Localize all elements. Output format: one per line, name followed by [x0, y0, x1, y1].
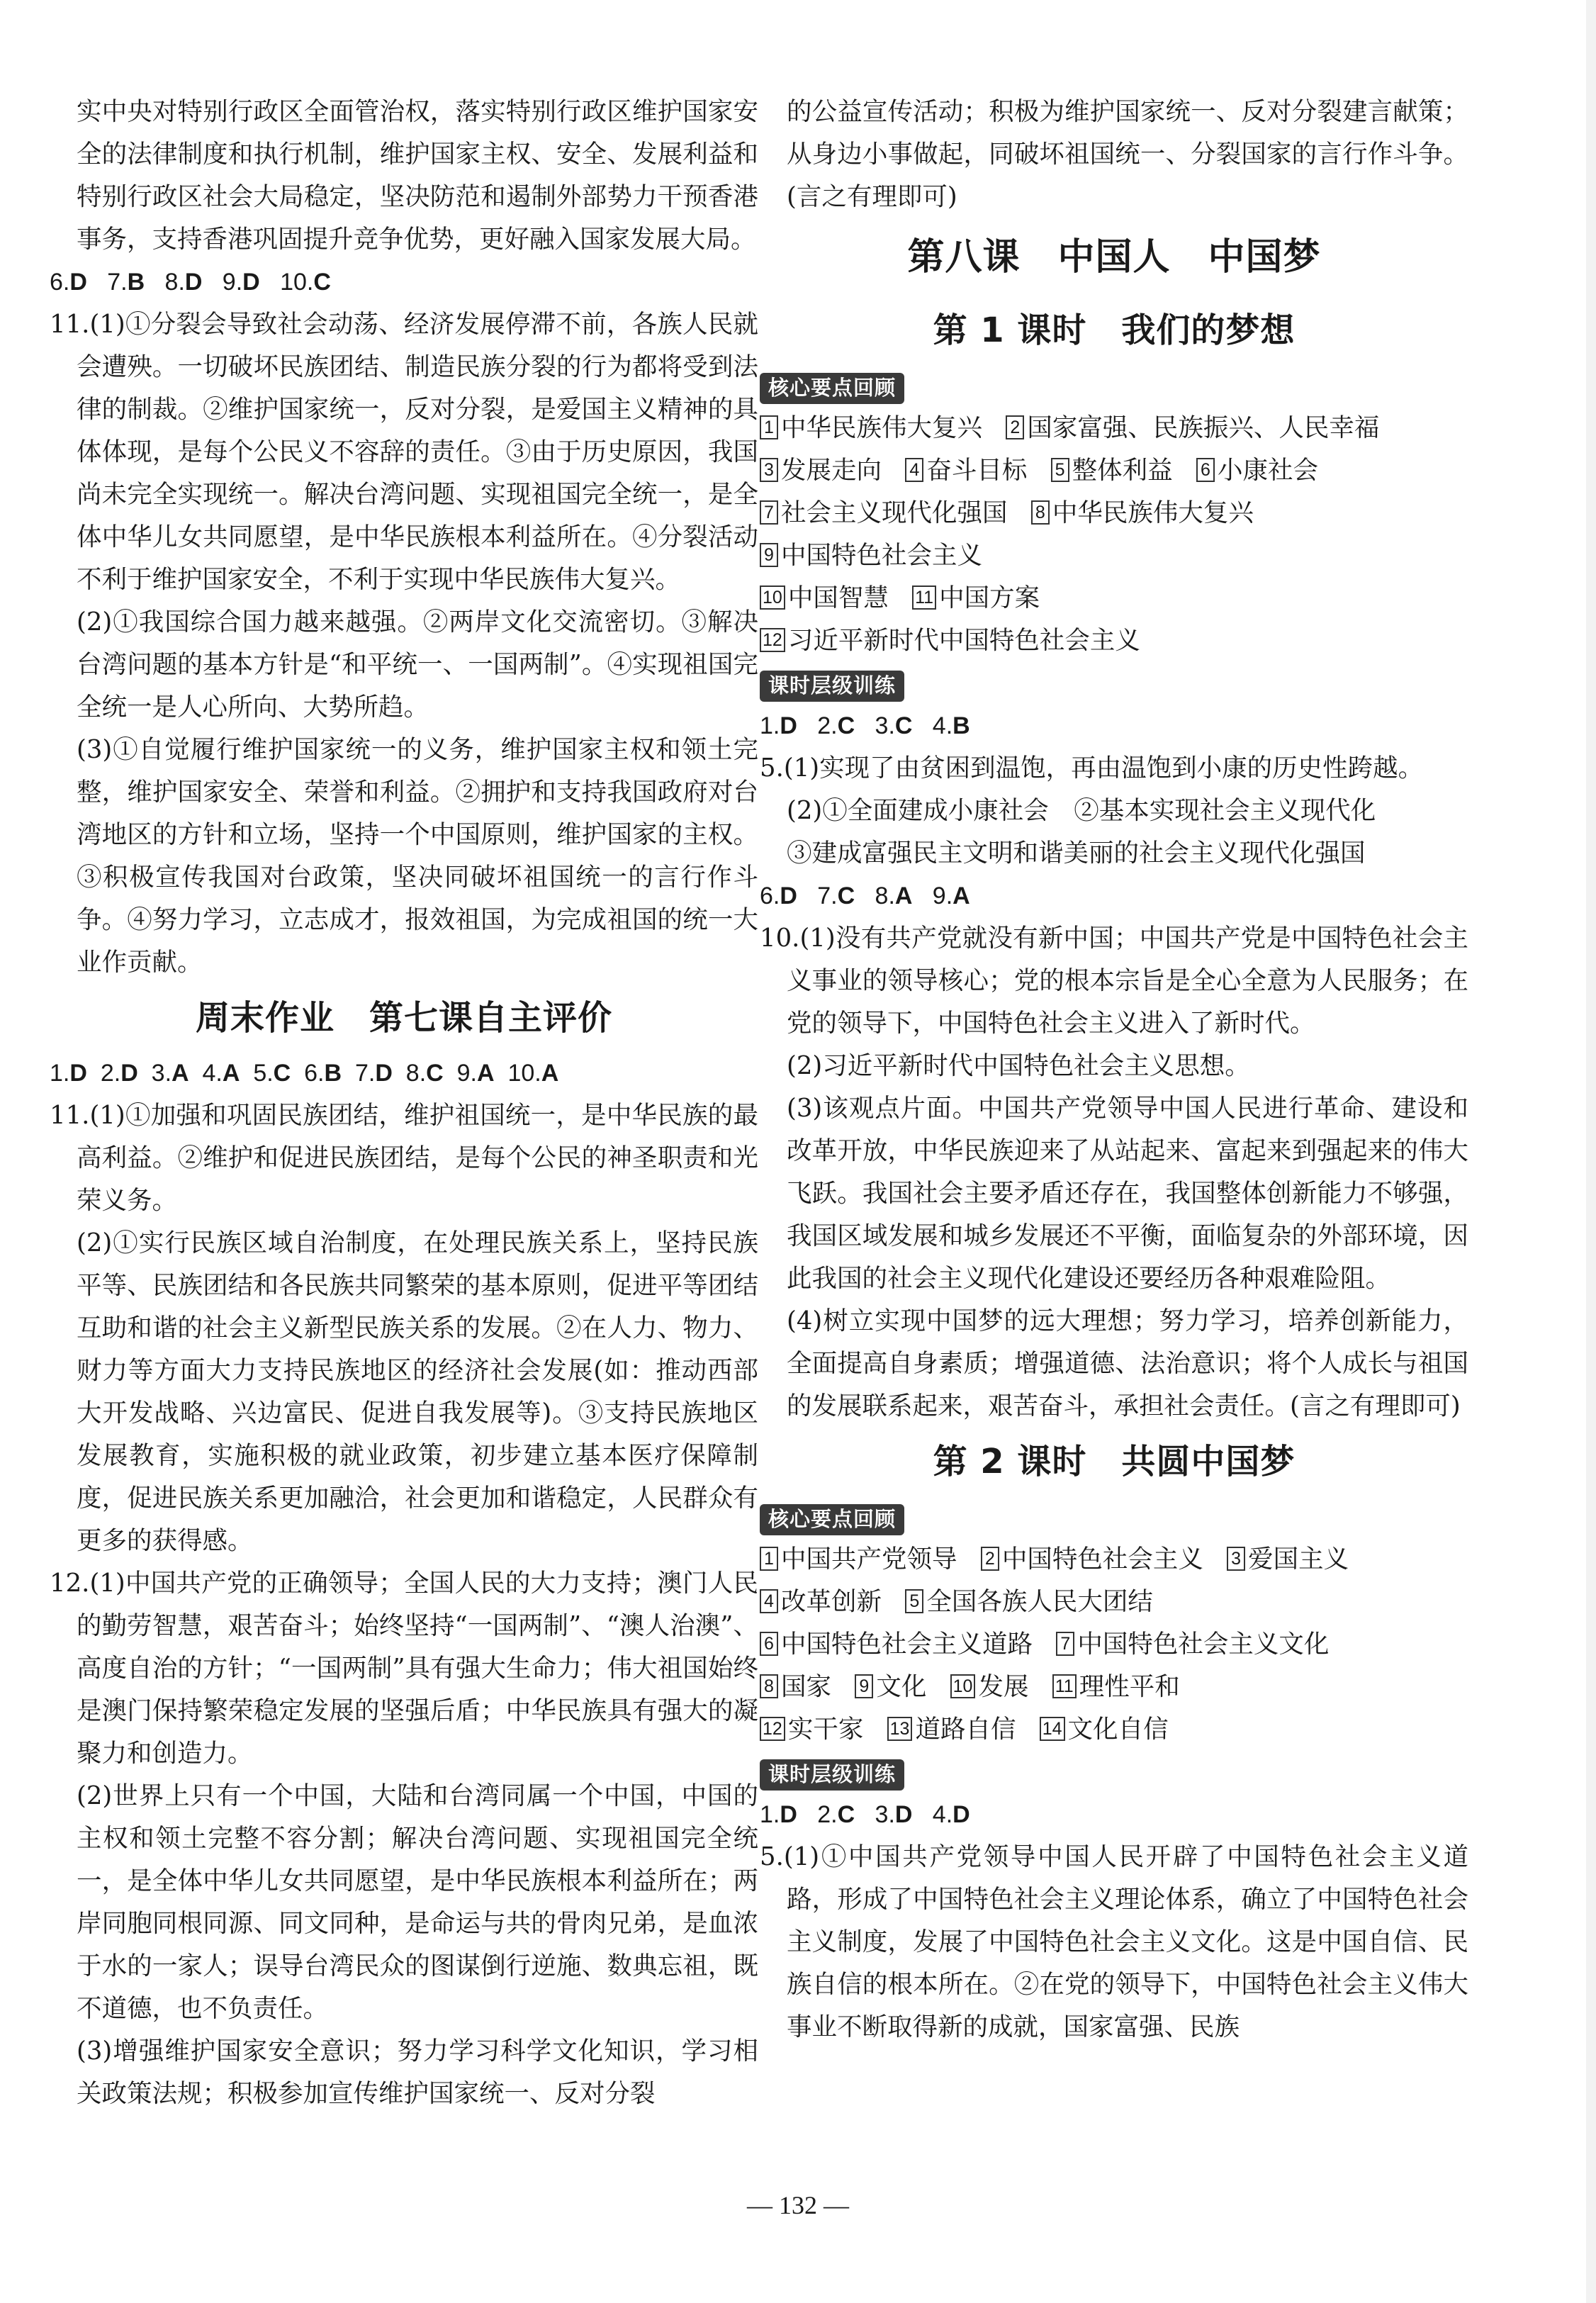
- section-1-question-5-part-1: 5.(1)实现了由贫困到温饱，再由温饱到小康的历史性跨越。: [760, 753, 1424, 783]
- key-point: 2 国家富强、民族振兴、人民幸福: [1006, 413, 1379, 442]
- key-point: 2 中国特色社会主义: [981, 1545, 1203, 1574]
- key-point: 6 小康社会: [1196, 456, 1318, 485]
- training-label: 课时层级训练: [760, 671, 1468, 702]
- answer-letter: D: [69, 1060, 87, 1087]
- key-point: 11 理性平和: [1052, 1672, 1180, 1701]
- weekend-homework-title: 周末作业 第七课自主评价: [195, 998, 612, 1038]
- key-point: 12 习近平新时代中国特色社会主义: [760, 626, 1140, 655]
- answer-letter: B: [952, 712, 970, 739]
- question-11-part-1: 11.(1)①分裂会导致社会动荡、经济发展停滞不前，各族人民就会遭殃。一切破坏民族团结、制造民族分裂的行为都将受到法律的制裁。②维护国家统一，反对分裂，是爱国主义精神的具体体现，是每个公民义不容辞的责任。③由于历史原因，我国尚未完全实现统一。解决台湾问题、实现祖国完全统一，是全体中华儿女共同愿望，是中华民族根本利益所在。④分裂活动不利于维护国家安全，不利于实现中华民族伟大复兴。: [50, 310, 758, 594]
- section-1-title: 第 1 课时 我们的梦想: [933, 310, 1296, 350]
- key-point: 6 中国特色社会主义道路: [760, 1630, 1033, 1659]
- section-1-question-10-part-2: (2)习近平新时代中国特色社会主义思想。: [787, 1051, 1250, 1080]
- answer-number: 8.: [405, 1060, 427, 1087]
- answer-letter: D: [184, 269, 203, 296]
- answer-letter: D: [952, 1801, 970, 1828]
- section-1-core-points: [760, 407, 1468, 662]
- answer-number: 7.: [354, 1060, 376, 1087]
- key-point: 9 文化: [855, 1672, 926, 1701]
- key-point: 10 发展: [950, 1672, 1029, 1701]
- answer-letter: A: [894, 882, 913, 909]
- answer-letter: D: [894, 1801, 913, 1828]
- section-2-question-5-part-1: 5.(1)①中国共产党领导中国人民开辟了中国特色社会主义道路，形成了中国特色社会主义理论体系，确立了中国特色社会主义制度，发展了中国特色社会主义文化。这是中国自信、民族自信的根本所在。②在党的领导下，中国特色社会主义伟大事业不断取得新的成就，国家富强、民族: [760, 1842, 1468, 2041]
- answers-1-10: [50, 1052, 758, 1094]
- left-continued-paragraph: 实中央对特别行政区全面管治权，落实特别行政区维护国家安全的法律制度和执行机制，维护国家主权、安全、发展利益和特别行政区社会大局稳定，坚决防范和遏制外部势力干预香港事务，支持香港巩固提升竞争优势，更好融入国家发展大局。: [77, 97, 758, 254]
- weekend-question-12-part-2: (2)世界上只有一个中国，大陆和台湾同属一个中国，中国的主权和领土完整不容分割；解决台湾问题、实现祖国完全统一，是全体中华儿女共同愿望，是中华民族根本利益所在；两岸同胞同根同源、同文同种，是命运与共的骨肉兄弟，是血浓于水的一家人；误导台湾民众的图谋倒行逆施、数典忘祖，既不道德，也不负责任。: [77, 1781, 758, 2023]
- answer-number: 7.: [107, 269, 128, 296]
- answer-letter: A: [172, 1060, 189, 1087]
- answer-letter: D: [780, 1801, 797, 1828]
- answer-letter: D: [69, 269, 87, 296]
- weekend-question-11-part-1: 11.(1)①加强和巩固民族团结，维护祖国统一，是中华民族的最高利益。②维护和促进民族团结，是每个公民的神圣职责和光荣义务。: [50, 1101, 758, 1215]
- key-point: 14 文化自信: [1040, 1715, 1169, 1744]
- right-column: [760, 91, 1468, 2049]
- answer-letter: A: [952, 882, 970, 909]
- page-edge-shadow: [1586, 0, 1596, 2303]
- key-point: 5 全国各族人民大团结: [905, 1587, 1153, 1616]
- section-1-question-5-part-2: (2)①全面建成小康社会 ②基本实现社会主义现代化: [787, 796, 1376, 825]
- answer-number: 6.: [760, 882, 780, 909]
- answer-letter: C: [313, 269, 331, 296]
- weekend-question-11-part-2: (2)①实行民族区域自治制度，在处理民族关系上，坚持民族平等、民族团结和各民族共同繁荣的基本原则，促进平等团结互助和谐的社会主义新型民族关系的发展。②在人力、物力、财力等方面大力支持民族地区的经济社会发展(如：推动西部大开发战略、兴边富民、促进自我发展等)。③支持民族地区发展教育，实施积极的就业政策，初步建立基本医疗保障制度，促进民族关系更加融洽，社会更加和谐稳定，人民群众有更多的获得感。: [77, 1228, 758, 1555]
- answer-letter: B: [324, 1060, 342, 1087]
- answer-letter: D: [780, 712, 797, 739]
- key-point: 13 道路自信: [887, 1715, 1016, 1744]
- answer-number: 4.: [202, 1060, 223, 1087]
- answer-number: 8.: [875, 882, 895, 909]
- answer-number: 6.: [50, 269, 70, 296]
- key-point: 7 社会主义现代化强国: [760, 498, 1008, 527]
- weekend-question-12-part-1: 12.(1)中国共产党的正确领导；全国人民的大力支持；澳门人民的勤劳智慧，艰苦奋斗；始终坚持“一国两制”、“澳人治澳”、高度自治的方针；“一国两制”具有强大生命力；伟大祖国始终是澳门保持繁荣稳定发展的坚强后盾；中华民族具有强大的凝聚力和创造力。: [50, 1569, 758, 1768]
- training-label: 课时层级训练: [760, 1759, 1468, 1791]
- answer-number: 5.: [253, 1060, 274, 1087]
- section-1-question-10-part-4: (4)树立实现中国梦的远大理想；努力学习，培养创新能力，全面提高自身素质；增强道德、法治意识；将个人成长与祖国的发展联系起来，艰苦奋斗，承担社会责任。(言之有理即可): [787, 1306, 1468, 1421]
- answer-number: 10.: [280, 269, 314, 296]
- weekend-question-12-part-3: (3)增强维护国家安全意识；努力学习科学文化知识，学习相关政策法规；积极参加宣传维护国家统一、反对分裂: [77, 2036, 758, 2108]
- answer-number: 1.: [760, 712, 780, 739]
- section-2-core-points: [760, 1538, 1468, 1751]
- core-points-label: 核心要点回顾: [760, 1504, 1468, 1535]
- key-point: 8 国家: [760, 1672, 831, 1701]
- right-continued-paragraph: 的公益宣传活动；积极为维护国家统一、反对分裂建言献策；从身边小事做起，同破坏祖国统一、分裂国家的言行作斗争。(言之有理即可): [787, 97, 1468, 211]
- key-point: 10 中国智慧: [760, 583, 889, 612]
- answer-letter: D: [242, 269, 260, 296]
- lesson-title: 第八课 中国人 中国梦: [907, 236, 1321, 279]
- key-point: 1 中国共产党领导: [760, 1545, 957, 1574]
- section-1-question-10-part-3: (3)该观点片面。中国共产党领导中国人民进行革命、建设和改革开放，中华民族迎来了从站起来、富起来到强起来的伟大飞跃。我国社会主要矛盾还存在，我国整体创新能力不够强，我国区域发展和城乡发展还不平衡，面临复杂的外部环境，因此我国的社会主义现代化建设还要经历各种艰难险阻。: [787, 1094, 1468, 1293]
- page-number: — 132 —: [747, 2191, 849, 2219]
- answer-number: 10.: [507, 1060, 541, 1087]
- section-1-question-5-part-3: ③建成富强民主文明和谐美丽的社会主义现代化强国: [787, 839, 1366, 868]
- answer-letter: D: [120, 1060, 138, 1087]
- answers-6-10: [50, 261, 758, 303]
- answer-letter: C: [273, 1060, 291, 1087]
- key-point: 3 发展走向: [760, 456, 882, 485]
- key-point: 4 改革创新: [760, 1587, 882, 1616]
- key-point: 8 中华民族伟大复兴: [1031, 498, 1254, 527]
- key-point: 1 中华民族伟大复兴: [760, 413, 982, 442]
- answer-number: 4.: [932, 712, 953, 739]
- key-point: 3 爱国主义: [1227, 1545, 1349, 1574]
- key-point: 5 整体利益: [1051, 456, 1173, 485]
- answer-number: 3.: [875, 1801, 895, 1828]
- answer-number: 3.: [875, 712, 895, 739]
- left-column: [50, 91, 758, 2115]
- answer-number: 1.: [50, 1060, 70, 1087]
- answer-number: 1.: [760, 1801, 780, 1828]
- answer-number: 9.: [932, 882, 953, 909]
- answer-number: 2.: [817, 712, 838, 739]
- section-2-title: 第 2 课时 共圆中国梦: [933, 1442, 1296, 1481]
- answer-number: 6.: [304, 1060, 325, 1087]
- answer-number: 9.: [222, 269, 243, 296]
- key-point: 11 中国方案: [912, 583, 1040, 612]
- answer-letter: C: [894, 712, 913, 739]
- answer-number: 7.: [817, 882, 838, 909]
- answer-number: 9.: [456, 1060, 477, 1087]
- key-point: 9 中国特色社会主义: [760, 541, 982, 570]
- answer-letter: C: [837, 882, 855, 909]
- question-11-part-2: (2)①我国综合国力越来越强。②两岸文化交流密切。③解决台湾问题的基本方针是“和平统一、一国两制”。④实现祖国完全统一是人心所向、大势所趋。: [77, 607, 758, 722]
- answer-number: 3.: [151, 1060, 172, 1087]
- answer-number: 4.: [932, 1801, 953, 1828]
- key-point: 12 实干家: [760, 1715, 863, 1744]
- answer-number: 2.: [100, 1060, 121, 1087]
- answer-letter: D: [375, 1060, 393, 1087]
- answer-letter: D: [780, 882, 797, 909]
- answer-letter: A: [476, 1060, 495, 1087]
- section-1-answers-1-4: [760, 705, 1468, 747]
- section-2-answers-1-4: [760, 1793, 1468, 1836]
- section-1-answers-6-9: [760, 875, 1468, 917]
- answer-letter: C: [837, 712, 855, 739]
- answer-letter: C: [837, 1801, 855, 1828]
- section-1-question-10-part-1: 10.(1)没有共产党就没有新中国；中国共产党是中国特色社会主义事业的领导核心；党的根本宗旨是全心全意为人民服务；在党的领导下，中国特色社会主义进入了新时代。: [760, 924, 1468, 1038]
- answer-letter: A: [222, 1060, 240, 1087]
- answer-number: 8.: [164, 269, 185, 296]
- question-11-part-3: (3)①自觉履行维护国家统一的义务，维护国家主权和领土完整，维护国家安全、荣誉和利益。②拥护和支持我国政府对台湾地区的方针和立场，坚持一个中国原则，维护国家的主权。③积极宣传我国对台政策，坚决同破坏祖国统一的言行作斗争。④努力学习，立志成才，报效祖国，为完成祖国的统一大业作贡献。: [77, 735, 758, 977]
- answer-letter: A: [541, 1060, 559, 1087]
- key-point: 7 中国特色社会主义文化: [1056, 1630, 1329, 1659]
- key-point: 4 奋斗目标: [905, 456, 1027, 485]
- answer-number: 2.: [817, 1801, 838, 1828]
- core-points-label: 核心要点回顾: [760, 373, 1468, 404]
- answer-letter: C: [426, 1060, 444, 1087]
- answer-letter: B: [127, 269, 145, 296]
